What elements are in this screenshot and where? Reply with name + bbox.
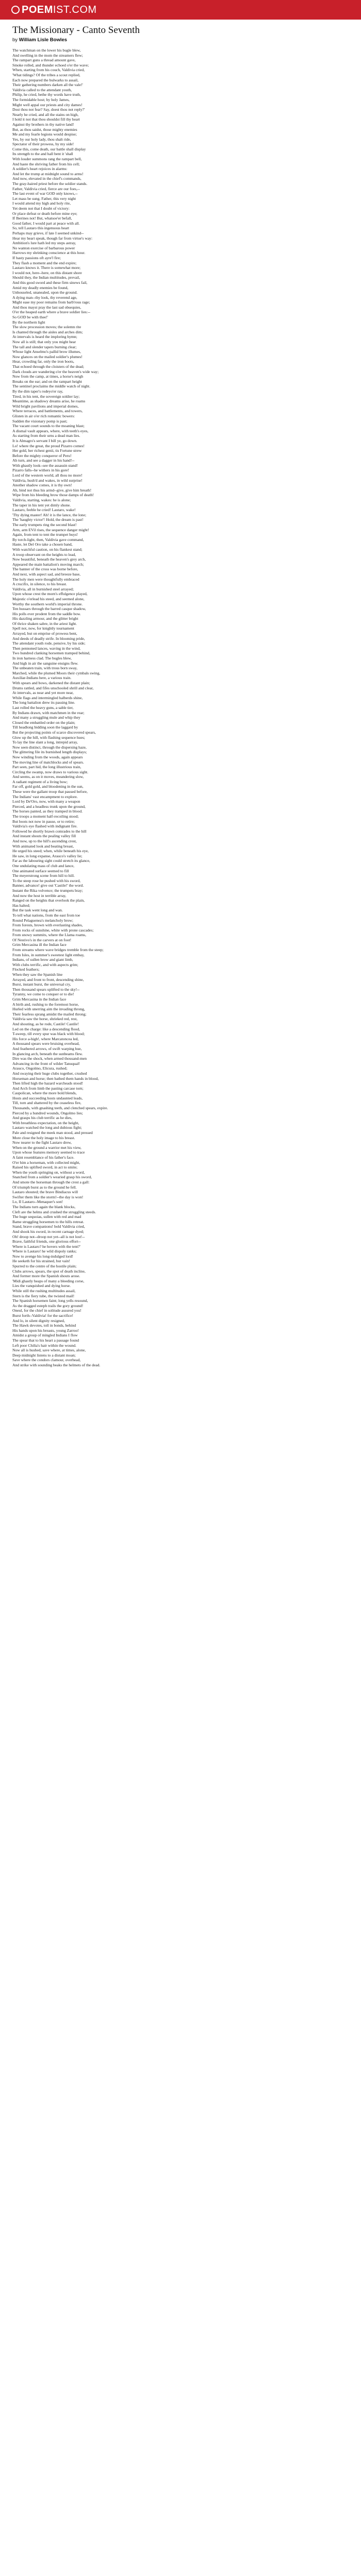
poem-line: Lord by De'Oro, now, with many a weapon [12, 799, 80, 804]
poem-line: With breathless expectation, on the height, [12, 1120, 79, 1125]
poem-line: In glancing arch, beneath the sunbeams flew. [12, 1051, 83, 1056]
poem-line: Ambition's lure hath led my steps astray, [12, 241, 76, 246]
poem-line: And shouting, as he rode, Castile! Castile! [12, 1021, 79, 1026]
byline [12, 37, 67, 43]
poem-line: Valdivia called to the attendant youth, [12, 87, 72, 92]
poem-line: Or place defeat or death before mine eye; [12, 211, 77, 216]
poem-line: From forests, brown with everlasting shades, [12, 923, 83, 928]
poem-line: Might well appal our priests and city dames! [12, 102, 83, 107]
poem-line: The early trumpets ring the second blast! [12, 522, 77, 527]
poem-line: From snowy summits, where the Llama roams, [12, 933, 86, 938]
poem-line: That echoed through the cloisters of the dead; [12, 364, 84, 369]
poem-line: Pale and resigned the meek man stood, and pressed [12, 1130, 93, 1136]
poem-line: Amidst a group of mingled Indians I flow [12, 1333, 78, 1338]
poem-line: Now to avenge his long-indulged lord! [12, 1253, 73, 1259]
poem-line: He saw, in long expanse, Arauco's valley lie; [12, 853, 83, 858]
poem-line: Their gathering numbers darken all the vale!' [12, 82, 83, 88]
poem-line: Where terraces, and battlements, and towers, [12, 409, 83, 414]
site-logo[interactable] [11, 4, 97, 15]
poem-line: And high in air the sanguine ensigns flew. [12, 660, 78, 666]
poem-line: Valdivia, all in burnished steel arrayed; [12, 586, 74, 591]
poem-line: Pierced, and a headless trunk upon the ground, [12, 804, 86, 809]
poem-line: If Iberines not! But, whatsoe'er befall, [12, 216, 72, 221]
poem-line: One undulating mass of club and lance, [12, 863, 74, 868]
poem-line: The tall and slender tapers burning clear; [12, 344, 77, 349]
poem-line: And former more the Spanish shouts arose. [12, 1274, 80, 1279]
poem-line: Might ease my poor remains from barb'rous rage; [12, 300, 90, 305]
poem-line: I would attend my high and holy rite, [12, 201, 71, 206]
poem-line: The attendant youth rode, pensive, by his side; [12, 641, 86, 646]
poem-line: Lies the vanquished and dying horse. [12, 1283, 71, 1289]
poem-line: Stern is the fiery tube, the twisted mail! [12, 1293, 75, 1298]
poem-line: Upon whose features memory seemed to trace [12, 1150, 85, 1155]
poem-line: At intervals is heard the imploring hymn; [12, 334, 77, 340]
poem-line: And now, elevated in the chief's commands, [12, 176, 81, 181]
poem-line: The troops a moment half-recoiling stood; [12, 814, 79, 819]
poem-line: Led on the charge: like a descending flood, [12, 1026, 80, 1031]
poem-line: A troop observant on the heights to lead, [12, 552, 76, 557]
poem-line: Far as the labouring sight could stretch its glance, [12, 858, 90, 863]
poem-line: A radiant regiment of a living bow; [12, 779, 68, 784]
poem-line: And Arch from limb the pasting carcase torn; [12, 1086, 84, 1091]
poem-line: While flags and intermingled halberds shine, [12, 695, 83, 700]
poem-line: Ah, bind not thus his armd--give, give him breath! [12, 487, 92, 493]
poem-line: With louder summons rang the rampart bell, [12, 157, 82, 162]
poem-line: Now all is hushed, save where, at times, alone, [12, 1348, 86, 1353]
poem-line: Yes, by our holy lady, thou shalt ride, [12, 137, 71, 142]
poem-line: Yet deem not that I doubt of victory: [12, 206, 70, 211]
poem-line: Their fearless sprang amidst the mailed throng; [12, 1011, 87, 1016]
poem-line: Left poor Chilia's hair within the wound. [12, 1343, 76, 1348]
poem-line: And thou mayst pray the last sad obsequies, [12, 304, 81, 310]
poem-line: Pizarro falls--he withers in his gore! [12, 468, 69, 473]
poem-line: As starting from their urns a dead man lies. [12, 433, 80, 438]
poem-line: A crucifix, in silence, to his breast. [12, 582, 67, 587]
poem-line: So GOD be with thee!' [12, 315, 48, 320]
poem-line: When the youth springing on, without a word, [12, 1170, 85, 1175]
poem-line: Swifter them like the storm!--the day is won! [12, 1194, 84, 1199]
poem-line: The slow procession moves; the solemn rite [12, 325, 81, 330]
poem-line: Ten hussars through the barred casque shadow, [12, 606, 86, 612]
poem-line: He seeketh for his strained, but vain! [12, 1259, 70, 1264]
poem-line: Hear my heart speak, though far from virtue's way: [12, 235, 93, 241]
poem-line: Now all is still; that only you might hear [12, 340, 76, 345]
poem-line: Lo, II Lautaro--Menaquer's son! [12, 1199, 63, 1205]
poem-line: If hasty passions oft ayre'l fire; [12, 255, 61, 260]
poem-line: Now seen distinct, through the dispersing haze, [12, 744, 87, 750]
poem-line: Arauco, Ongolmo, Elicura, rushed; [12, 1066, 68, 1071]
poem-line: And now the host in terrible array, [12, 893, 67, 898]
poem-line: Arrayed, but on emprise of prowess bent, [12, 631, 77, 636]
poem-line: Thousands, with gnashing teeth, and clenched spears, expire. [12, 1106, 108, 1111]
poem-line: And instant shouts the pealing valley fill [12, 834, 76, 839]
poem-line: 'Midi ghastly heaps of many a bleeding corse, [12, 1278, 85, 1283]
poem-line: The taper in his tent yet dimly shone. [12, 502, 71, 507]
poem-line: O'er the heaped earth where a brave soldier lies:-- [12, 310, 91, 315]
poem-line: Has halted; [12, 903, 30, 908]
poem-line: Let mass be sung. Father, this very night [12, 196, 76, 201]
poem-line: Till, torn and shattered by the ceaseless fire, [12, 1100, 81, 1106]
poem-line: The Hawk devotes, toll in bonds, behind [12, 1323, 76, 1328]
poem-line: And strike with sounding beaks the helmets of the dead. [12, 1362, 101, 1367]
poem-line: Against thy brothers in thy native land! [12, 122, 74, 127]
poem-line: Closed the embattled order on the plain; [12, 720, 75, 725]
poem-line: Stand, brave companions! bold Valdivia cried, [12, 1224, 85, 1229]
poem-line: The horses panted, as they tramped in blood. [12, 809, 83, 814]
poem-line: Worthy the southern world's imperial throne. [12, 601, 83, 606]
poem-line: Tyranny, we come to conquer or to die! [12, 992, 74, 997]
poem-line: Whose light Anselmo's pallid brow illumes, [12, 349, 81, 354]
poem-line: Another shadow comes, it is thy own! [12, 483, 72, 488]
poem-line: The holy men were thoughtfully embraced [12, 577, 79, 582]
poem-line: Where is Lautaro! he wild dispoly ranks; [12, 1249, 77, 1254]
poem-line: Valdivia's eye flashed with indignant fire. [12, 824, 78, 829]
poem-line: The gray-haired priest before the soldier stands. [12, 181, 88, 187]
poem-line: But boots not now in pause, or to retire; [12, 819, 75, 824]
poem-line: The formidable host; by holy James, [12, 97, 70, 102]
poem-line: His dazzling armour, and the glitter bright [12, 616, 78, 621]
poem-line: Now glances on the mailed soldier's plumes! [12, 354, 83, 359]
poem-line: A dismal vault appears, where, with teeth's eyes, [12, 428, 89, 433]
poem-line: Deep midnight listens to a distant moan; [12, 1352, 76, 1358]
poem-line: With clubs terrific, and with aspects grim; [12, 962, 78, 967]
poem-line: Breaks on the ear; and on the rampart height [12, 379, 82, 384]
poem-line: Perhaps may grieve, if late I seemed unkind-- [12, 230, 84, 235]
poem-line: In iron harness clad. The bugles blew, [12, 656, 72, 661]
poem-line: The Indians turn again the blank blocks, [12, 1204, 76, 1209]
poem-line: The banner of the cross was borne before, [12, 567, 78, 572]
poem-line: To the steep rose he pushed with his sword, [12, 878, 81, 883]
poem-line: With animated look and beating breast, [12, 843, 74, 849]
poem-line: A thousand spears were bruising overhead, [12, 1041, 80, 1046]
poem-line: Harrows my shrinking conscience at this hour. [12, 250, 86, 256]
poem-line: He urged his steed; when, while beneath his eye, [12, 849, 89, 854]
poem-line: Lo! where the great, the proud Pizarro comes! [12, 443, 85, 448]
poem-line: Hurled with unerring aim the invading throng, [12, 1007, 85, 1012]
poem-line: Save where the condors clamour, overhead, [12, 1358, 81, 1363]
poem-line: I would not, here--here, on this distant shore [12, 270, 82, 275]
poem-line: And grasps his club terrific as he dies, [12, 1115, 72, 1121]
poem-line: Her gold, her richest genii, tis Fortune strew [12, 448, 82, 453]
poem-line: And smote the horseman through the crest a gall: [12, 1179, 90, 1184]
poem-line: Caupolican, where the more bold blends, [12, 1091, 77, 1096]
poem-line: One animated surface seemed to fill [12, 868, 69, 873]
logo-circle-icon [11, 6, 20, 14]
poem-line: Before the mighty conqueror of Peru! [12, 453, 72, 458]
poem-line: Me and my fearle legions would despise; [12, 132, 77, 137]
poem-line: Lautaro watched the long and dubious fight; [12, 1125, 82, 1130]
poem-line: Now nearer to the fight Lautaro drew, [12, 1140, 72, 1145]
poem-line: But the projecting points of scarce discovered spears, [12, 730, 96, 735]
poem-line: Burst forth--Valdivia! for the sacrifice! [12, 1313, 74, 1318]
poem-line: The vacant court sounds to the moaning blast; [12, 423, 85, 429]
poem-line: Last rolled the heavy guns, a sable tier, [12, 705, 74, 710]
logo-text-com: .COM [69, 4, 97, 15]
poem-line: Snatched from a soldier's wearied grasp his sword, [12, 1175, 92, 1180]
poem-line: The huge sequoias, sullen with red and mad [12, 1214, 81, 1219]
poem-line: Far off, gold gold, and bloodening in the sun, [12, 784, 84, 789]
poem-line: Two hundred clanking horsemen tramped behind, [12, 651, 90, 656]
site-header [0, 0, 361, 20]
poem-line: Of triumph burst as to the ground he fell. [12, 1184, 77, 1190]
poem-line: Now from the camp, at times, a horse's neigh [12, 374, 84, 379]
poem-line: As the dragged esteph trails the gory ground! [12, 1303, 84, 1308]
poem-line: Indians, of sullen brow and giant limb, [12, 957, 73, 962]
poem-line: From streams where wave bridges tremble from the steep; [12, 947, 104, 953]
poem-line: Burst, instant burst, the universal cry, [12, 982, 71, 987]
poem-line: These were the gallant troop that paused before, [12, 789, 88, 794]
byline-prefix: by [12, 37, 19, 43]
poem-line: Hosts and succeeding hosts undaunted leads, [12, 1095, 83, 1100]
poem-line: And shook his sword, in recent carnage dyed; [12, 1229, 84, 1234]
poem-line: The Indians' vast encampment to explore. [12, 794, 78, 799]
poem-line: Meantime, as shadowy dreams arise, he roams [12, 399, 86, 404]
poem-line: Come this, come death, our battle shall display [12, 146, 86, 151]
poem-line: His force a-high!, where Marcatoncea led, [12, 1036, 79, 1041]
poem-line: Flocked feathers; [12, 967, 40, 972]
poem-line: A dying man--thy look, thy reverend age, [12, 295, 77, 300]
poem-line: They flash a moment and the end expire; [12, 260, 77, 265]
poem-line: A faint resemblance of his father's face. [12, 1155, 75, 1160]
poem-line: Lord of the western world, all thou no more! [12, 473, 83, 478]
poem-line: Drums rattled, and fifes unschooled shrill and clear, [12, 685, 94, 690]
poem-line: And swaying their huge clubs together, crushed [12, 1071, 87, 1076]
poem-line: Glow up the hill, with flashing sequence hues; [12, 735, 85, 740]
poem-line: When they saw the Spanish line [12, 972, 63, 977]
poem-line: I hold it not that thou shouldst fill thy heart [12, 117, 80, 122]
poem-line: Advancing in the front of wilder Tanuqual! [12, 1061, 80, 1066]
poem-line: Spectator of their prowess, by my side! [12, 142, 74, 147]
poem-line: No wanton exercise of barbarous power [12, 245, 75, 250]
poem-line: By Indians drawn, with matchmen in the rear; [12, 710, 85, 715]
poem-line: Smoke rolled, and thunder echoed o'er the wave; [12, 62, 89, 67]
poem-line: From Isles, in summer's sweetest light embay, [12, 952, 85, 957]
poem-line: The long battalion drew its passing line. [12, 700, 75, 705]
poem-line: Should they, the Indian multitudes, prevail, [12, 275, 80, 280]
poem-line: The meyerstrong scene from hill to hill. [12, 873, 75, 878]
poem-line: The watchman on the lower his bugle blew, [12, 48, 81, 53]
poem-line: And this good sword and these firm sinews fail, [12, 280, 88, 285]
poem-line: Of Nestivo's in the carvers at on foot! [12, 937, 72, 942]
poem-line: 'Thy dying master! Ah! it is the lance, the lone; [12, 512, 87, 517]
poem-line: Father, Valdivia cried, fierce are our foes,-- [12, 186, 80, 191]
poem-line: With ghastly look--see the assassin stand! [12, 463, 78, 468]
poem-line: The rampart guns a thread amount gave, [12, 58, 76, 63]
poem-line: Is chanted through the aisles and arches dim; [12, 329, 83, 334]
poem-line: So, tell Lautaro this ingenuous heart [12, 226, 70, 231]
poem-line: Oh! droop not--droop not yet--all is not lost!-- [12, 1234, 85, 1239]
poem-line: Horseman and horse; then bathed them hands in blood, [12, 1076, 99, 1081]
poem-line: Majestic o'erlead his steed, and seemed alone, [12, 596, 85, 601]
poem-line: T-sweep, till every spur was black with blood; [12, 1031, 85, 1037]
poem-line: It is Almagro's servant I bill ye, go down. [12, 438, 77, 443]
poem-line: 'What tidings? Of the tribes a scout replied, [12, 72, 80, 77]
poem-line: And let the trump at midnight sound to arms! [12, 171, 84, 176]
poem-line: Hear, crowding far, only the iron boots, [12, 359, 74, 364]
poem-line: Haste, let Del Oro take a chosen band, [12, 542, 73, 547]
poem-line: Again, from tent to tent the trumpet buys! [12, 532, 78, 537]
poem-line: Lautaro, feeble he cried! Lautaro, wake! [12, 507, 76, 513]
poem-line: Ranged on the heights that overlook the plain, [12, 898, 85, 903]
poem-line: Sudden the visionary pomp is past; [12, 418, 68, 423]
poem-line: Raised his uplifted sword, in act to smite; [12, 1165, 78, 1170]
poem-line: And seems, as on it moves, meandering slow, [12, 774, 84, 779]
poem-line: Tired, in his tent, the sovereign soldier lay; [12, 394, 80, 399]
poem-line: But, as thou saidst, those mighty enemies [12, 127, 77, 132]
poem-line: Instant the Rika volvence; the trumpets bray; [12, 888, 83, 893]
poem-line: Upon whose crest the morn's effulgence played, [12, 591, 88, 597]
poem-line: While still the rushing multitudes assail, [12, 1289, 76, 1294]
poem-line: Dire was the shock, when armed thousand-men [12, 1056, 87, 1061]
poem-line: And lo, in silent dignity resigned, [12, 1318, 65, 1323]
poem-line: Dost thou not fear? Say, doest thou not reply?' [12, 107, 85, 112]
poem-line: Lautaro shouted; the brave Bindiacus will [12, 1190, 78, 1195]
poem-line: The last event of war GOD only knows,-- [12, 191, 78, 196]
poem-line: The Spanish horsemen faint; long yells resound, [12, 1298, 88, 1303]
poem-line: Lautaro knows it. There is somewhat more; [12, 265, 81, 270]
poem-line: Its strength to the and hall bent it 'shall [12, 151, 73, 157]
poem-line: Each now prepared the bulwarks to assail, [12, 77, 78, 82]
poem-line: Grim Mercasina in the Indian face [12, 997, 67, 1002]
poem-line: The sentinel proclaims the middle watch of night. [12, 384, 90, 389]
poem-line: Glisten in air o'er rich romantic bowers: [12, 413, 75, 418]
poem-line: And swelling in the mom the streamers flew; [12, 53, 83, 58]
poem-line: Good father, I would part at peace with all. [12, 221, 80, 226]
poem-line: Then pennoned lances, waving in the wind, [12, 646, 81, 651]
poem-line: Then lifted high the hazard warcheads stood! [12, 1081, 84, 1086]
poem-line: Spell not, now, for knightly tournament [12, 626, 74, 631]
poem-body [12, 48, 348, 1368]
poem-line: Followed he shortly brawn comrades to the hill [12, 828, 87, 834]
poem-line: With spears and bows, darkened the distant plain; [12, 681, 90, 685]
poem-line: Round Pelaguenea's melancholy brow; [12, 918, 73, 923]
poem-line: And feathered arrows, of swift warping hue, [12, 1046, 82, 1051]
logo-text-ist: IST [53, 4, 69, 15]
poem-line: Valdivia, starting, wakes: he is alone; [12, 498, 71, 503]
poem-line: And now, up to the hill's ascending crest, [12, 839, 77, 843]
poem-line: Part seen, part hid, the long illustrious train, [12, 765, 81, 770]
poem-line: Cleft are the helms and crushed the struggling steeds. [12, 1209, 96, 1214]
poem-line: Banner, advance! give out 'Castile!' the word. [12, 883, 84, 888]
poem-line: The moving line of matchlocks and of spears. [12, 759, 84, 765]
poem-line: Arm, arm EVil rises, the sequence danger might! [12, 527, 89, 532]
poem-line: By the dim taper's rodeyo'er ray, [12, 388, 63, 394]
poem-line: O'er him a horseman, with collected might, [12, 1160, 80, 1165]
poem-line: Ah turn, and see a dagger in his hand!-- [12, 458, 75, 463]
poem-line: Wild bright pavilions and imperial domes, [12, 403, 79, 409]
poem-line: Oneul, for the chief in solitude assured you! [12, 1308, 81, 1313]
poem-line: The 'haughty victor'! Hold, the dream is past! [12, 517, 84, 522]
poem-line: Now beautiful, beneath the heaven's grey arch, [12, 557, 86, 562]
poem-line: At intervals, as near and yet more near, [12, 690, 74, 696]
poem-line: The glittering file its burnished length displays; [12, 750, 87, 755]
poem-line: Spurred to the centre of the hostile plain; [12, 1264, 77, 1269]
poem-line: Philip, he cried, bethe thy words have truth, [12, 92, 81, 97]
poem-line: The spear that to his heart a passage found [12, 1337, 79, 1343]
poem-line: Grim Mercasina ill the Indian face [12, 942, 67, 947]
poem-line: Dark clouds are wandering o'er the heaven's wide way; [12, 369, 99, 374]
poem-line: Pierced by a hundred wounds, Ongolmo lies; [12, 1110, 83, 1115]
poem-line: To lay the line slant a long, intrepid array, [12, 740, 78, 745]
poem-line: Then thousand spears uplifted to the sky!-- [12, 987, 80, 992]
poem-line: His hands upon his breasts, young Zarroo! [12, 1328, 79, 1333]
poem-line: By torch-light, then, Valdivia gave command, [12, 537, 84, 542]
poem-line: Till headlong bidding soon the laggard by [12, 725, 78, 730]
poem-line: Unhouseled, unanealed, upon the ground. [12, 290, 78, 295]
poem-line: By the northern light [12, 319, 45, 325]
poem-line: Marched, while the plumed Moors their cymbals swing, [12, 670, 101, 675]
poem-line: From rocks of sunshine, white with prone cascades; [12, 927, 94, 933]
poem-line: More close the holy image to his breast. [12, 1135, 75, 1140]
poem-line: And haste the shriving father from his cell; [12, 161, 80, 166]
poem-line: And many a struggling mule and whip they [12, 715, 80, 720]
poem-line: The unbeaten train, with trous born sway, [12, 666, 78, 671]
poem-line: Bame struggling horsemen to the hills retreat. [12, 1219, 84, 1224]
poem-line: His polls ever prodent from the saddle bow. [12, 611, 81, 616]
poem-line: Of thrice shaken sabre, in the ariest light. [12, 621, 77, 626]
poem-line: Brave, faithful friends, one glorious effort-- [12, 1239, 81, 1244]
poem-line: Wipe from his bleeding brow those damps of death! [12, 493, 94, 498]
poem-line: Nearly he cried, and all the stains on high, [12, 112, 79, 117]
poem-line: Appeared the main battalion's moving march; [12, 562, 84, 567]
poem-line: Auxiliar-Indians here, a various train. [12, 675, 72, 681]
poem-line: With watchful caution, on his flankest stand; [12, 547, 83, 552]
poem-line: Circling the swamp, now draws to various sight. [12, 769, 89, 774]
poem-line: Now winding from the woods, again appears [12, 754, 83, 759]
logo-text-poem: POEM [22, 4, 53, 15]
poem-line: And next, with aspect sad, and breeze base, [12, 571, 80, 577]
poem-line: But the task went long and wan. [12, 908, 63, 913]
poem-line: And deeds of deadly strife. In blooming pride, [12, 636, 85, 641]
poem-line: Valdivia, hush'd and wakes, in wild surprise! [12, 478, 83, 483]
poem-line: Amid my deadly enemies be found, [12, 285, 69, 290]
poem-line: Where is Lautaro? he hovers with the tent?' [12, 1244, 80, 1249]
poem-line: Clubs arrows, spears, the spot of death incline, [12, 1268, 86, 1274]
poem-line: Arrayed, and front to front, descending shine, [12, 977, 84, 982]
poem-line: When, starting from his couch, Valdivia cried, [12, 67, 85, 73]
poem-line: Valdivia saw the horse, shrieked red, rest, [12, 1016, 78, 1022]
poem-title: The Missionary - Canto Seventh [12, 25, 140, 36]
poem-line: A soldier's heart rejoices in alarms: [12, 166, 68, 172]
poem-line: To tell what nations, from the east from toe [12, 912, 80, 918]
poem-line: A birth and, rushing to the foremost horse, [12, 1002, 79, 1007]
poem-line: When on the ground a warrior met his view, [12, 1145, 81, 1150]
author-link[interactable]: William Lisle Bowles [19, 37, 68, 43]
